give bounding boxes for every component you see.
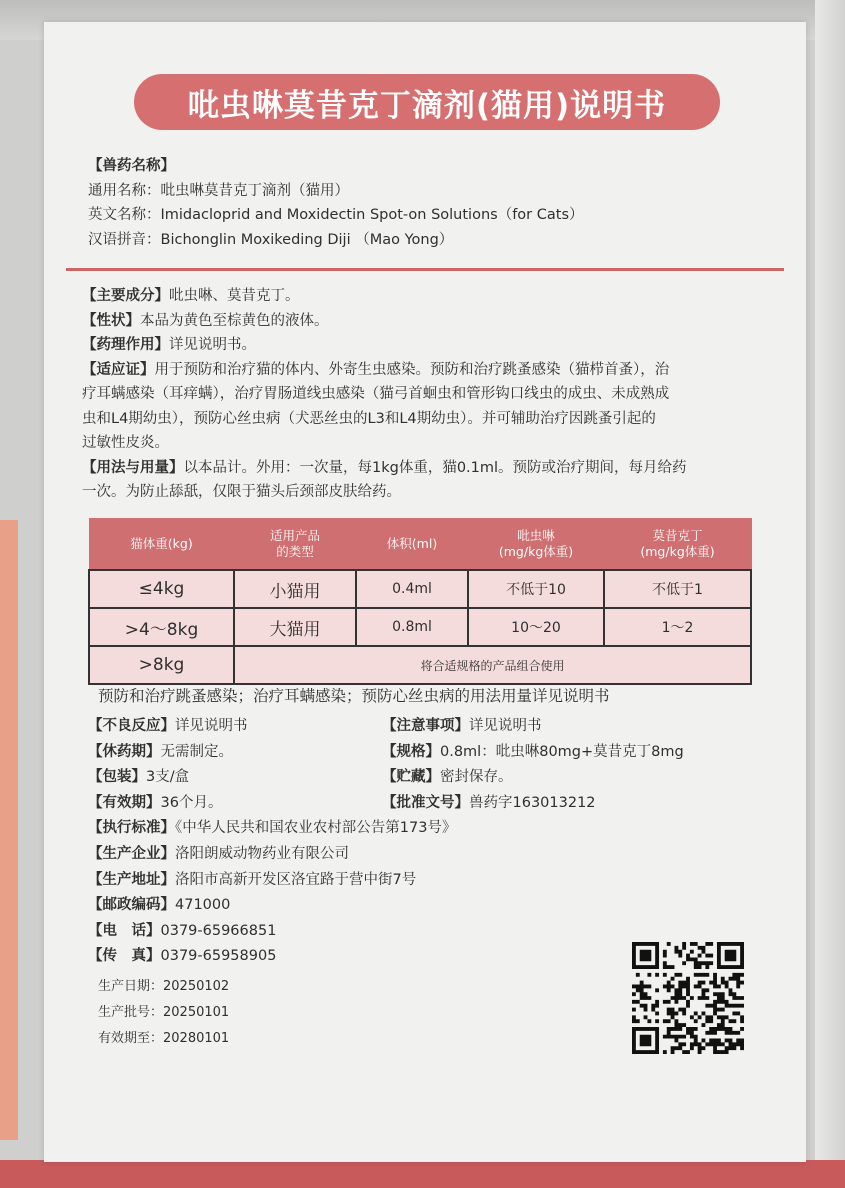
table-cell: 1～2 [604, 608, 751, 646]
info-row: 【传 真】0379-65958905 [88, 948, 277, 965]
date-row: 生产日期：20250102 [98, 979, 230, 994]
info-row: 【有效期】36个月。 [88, 794, 223, 811]
table-combined-note: 将合适规格的产品组合使用 [234, 646, 751, 684]
header-weight: 猫体重(kg) [89, 519, 234, 571]
info-row: 【生产企业】洛阳朗威动物药业有限公司 [88, 845, 349, 862]
character-text: 本品为黄色至棕黄色的液体。 [140, 312, 329, 329]
pharmacology-label: 【药理作用】 [82, 337, 169, 353]
header-imidacloprid: 吡虫啉 (mg/kg体重) [468, 519, 604, 571]
info-row: 【规格】0.8ml：吡虫啉80mg+莫昔克丁8mg [382, 743, 684, 760]
generic-name-row [88, 179, 584, 204]
indications-line: 过敏性皮炎。 [82, 435, 169, 451]
info-row: 【贮藏】密封保存。 [382, 769, 513, 786]
title-banner [134, 74, 720, 130]
info-row: 【邮政编码】471000 [88, 897, 231, 914]
table-row [89, 570, 751, 608]
qr-code-icon [632, 942, 744, 1054]
table-header-row [89, 519, 751, 571]
info-row: 【注意事项】详见说明书 [382, 718, 542, 734]
main-sections [82, 284, 772, 505]
info-row: 【执行标准】《中华人民共和国农业农村部公告第173号》 [88, 820, 457, 837]
pinyin-name-value: Bichonglin Moxikeding Diji （Mao Yong） [160, 231, 454, 248]
date-row: 有效期至：20280101 [98, 1031, 230, 1046]
character-label: 【性状】 [82, 312, 140, 329]
indications-row [82, 358, 772, 456]
indications-line: 用于预防和治疗猫的体内、外寄生虫感染。预防和治疗跳蚤感染（猫栉首蚤），治 [154, 361, 670, 378]
table-cell: 小猫用 [234, 570, 356, 608]
section-divider [66, 268, 784, 271]
date-row: 生产批号：20250101 [98, 1005, 230, 1020]
table-row [89, 646, 751, 684]
info-row: 【电 话】0379-65966851 [88, 922, 277, 939]
right-info-column [382, 714, 684, 816]
document-title: 吡虫啉莫昔克丁滴剂(猫用)说明书 [187, 87, 667, 124]
table-cell: 不低于10 [468, 570, 604, 608]
generic-name-label: 通用名称： [88, 182, 161, 199]
pinyin-name-row [88, 228, 584, 253]
drug-names-section: 【兽药名称】 [88, 158, 175, 174]
indications-line: 疗耳螨感染（耳痒螨），治疗胃肠道线虫感染（猫弓首蛔虫和管形钩口线虫的成虫、未成熟成 [82, 386, 670, 402]
table-cell: >4～8kg [89, 608, 234, 646]
info-row: 【不良反应】详见说明书 [88, 718, 248, 734]
composition-text: 吡虫啉、莫昔克丁。 [169, 288, 300, 304]
background-bottom-band [0, 1160, 845, 1188]
table-cell: 0.4ml [356, 570, 468, 608]
pinyin-name-label: 汉语拼音： [88, 231, 161, 248]
dosage-line: 以本品计。外用：一次量，每1kg体重，猫0.1ml。预防或治疗期间，每月给药 [183, 459, 687, 476]
generic-name-value: 吡虫啉莫昔克丁滴剂（猫用） [160, 182, 349, 199]
info-row: 【批准文号】兽药字163013212 [382, 794, 596, 811]
english-name-label: 英文名称： [88, 207, 161, 223]
qr-modules [632, 942, 744, 1054]
header-moxidectin: 莫昔克丁 (mg/kg体重) [604, 519, 751, 571]
info-row: 【包装】3支/盒 [88, 769, 190, 786]
drug-names-block [88, 154, 584, 252]
dosage-line: 一次。为防止舔舐，仅限于猫头后颈部皮肤给药。 [82, 484, 401, 500]
table-cell: 大猫用 [234, 608, 356, 646]
table-cell: 10～20 [468, 608, 604, 646]
dosage-label: 【用法与用量】 [82, 459, 184, 476]
table-cell: >8kg [89, 646, 234, 684]
composition-label: 【主要成分】 [82, 288, 169, 304]
english-name-row [88, 203, 584, 228]
dosage-row [82, 456, 772, 505]
table-cell: ≤4kg [89, 570, 234, 608]
background-left-strip [0, 520, 18, 1140]
background-right [815, 0, 845, 1188]
table-cell: 不低于1 [604, 570, 751, 608]
table-cell: 0.8ml [356, 608, 468, 646]
leaflet-sheet [44, 22, 806, 1162]
indications-label: 【适应证】 [82, 361, 155, 378]
indications-line: 虫和L4期幼虫），预防心丝虫病（犬恶丝虫的L3和L4期幼虫）。并可辅助治疗因跳蚤引起的 [82, 410, 656, 427]
table-row [89, 608, 751, 646]
info-row: 【生产地址】洛阳市高新开发区洛宜路于营中街7号 [88, 871, 417, 888]
header-volume: 体积(ml) [356, 519, 468, 571]
header-product-type: 适用产品 的类型 [234, 519, 356, 571]
pharmacology-row [82, 333, 772, 358]
english-name-value: Imidacloprid and Moxidectin Spot-on Solutions（for Cats） [160, 207, 584, 223]
usage-note: 预防和治疗跳蚤感染；治疗耳螨感染；预防心丝虫病的用法用量详见说明书 [98, 687, 610, 705]
composition-row [82, 284, 772, 309]
pharmacology-text: 详见说明书。 [169, 337, 256, 353]
production-dates [98, 974, 229, 1052]
dosage-table [88, 518, 752, 685]
character-row [82, 309, 772, 334]
info-row: 【休药期】无需制定。 [88, 743, 233, 760]
